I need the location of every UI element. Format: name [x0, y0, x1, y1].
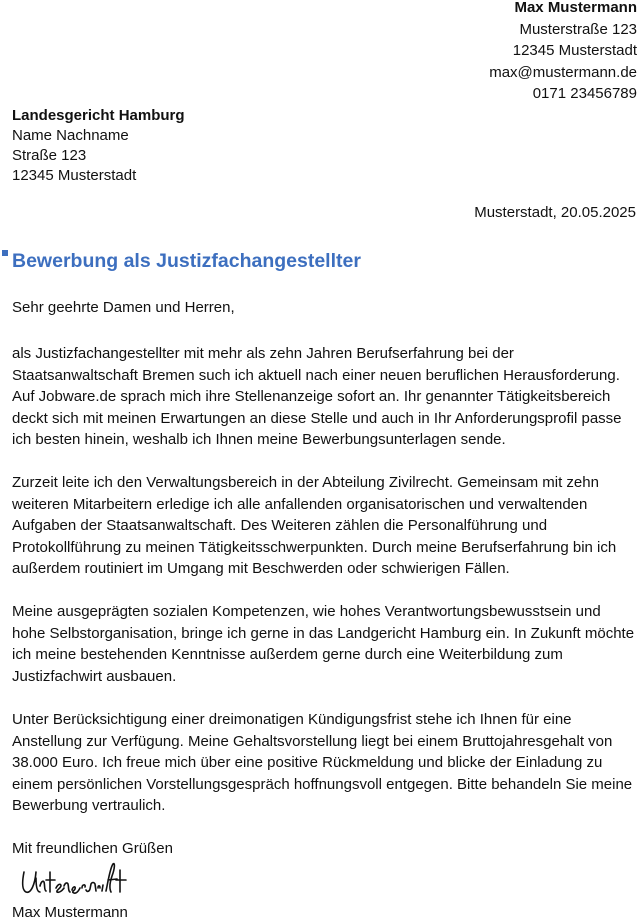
- sender-block: [489, 0, 637, 105]
- signer-name: Max Mustermann: [12, 904, 128, 921]
- sender-street: Musterstraße 123: [519, 20, 637, 38]
- recipient-name: Name Nachname: [12, 127, 129, 144]
- recipient-court: Landesgericht Hamburg: [12, 107, 185, 124]
- subject-marker: [2, 250, 8, 256]
- sender-phone: 0171 23456789: [532, 85, 637, 102]
- subject-heading: Bewerbung als Justizfachangestellter: [12, 250, 361, 272]
- sender-name: Max Mustermann: [514, 0, 637, 16]
- paragraph-availability: Unter Berücksichtigung einer dreimonatigen Kündigungsfrist stehe ich Ihnen für eine Anstellung zur Verfügung. Meine Gehaltsvorstellung liegt bei einem Bruttojahresgehalt von 38.000 Euro. Ich freue mich über eine positive Rückmeldung und blicke der Einladung zu einem persönlichen Vorstellungsgespräch hoffnungsvoll entgegen. Bitte behandeln Sie meine Bewerbung vertraulich.: [12, 711, 633, 815]
- closing: Mit freundlichen Grüßen: [12, 840, 173, 857]
- recipient-city: 12345 Musterstadt: [12, 167, 137, 184]
- sender-city: 12345 Musterstadt: [512, 42, 637, 59]
- paragraph-experience: Zurzeit leite ich den Verwaltungsbereich in der Abteilung Zivilrecht. Gemeinsam mit zehn weiteren Mitarbeitern erledige ich alle anfallenden organisatorischen und verwaltenden Aufgaben der Staatsanwaltschaft. Des Weiteren zählen die Personalführung und Protokollführung zu meinen Tätigkeitsschwerpunkten. Durch meine Berufserfahrung bin ich außerdem routiniert im Umgang mit Beschwerden oder schwierigen Fällen.: [12, 474, 617, 578]
- recipient-block: [12, 106, 185, 186]
- signature-image: [16, 858, 136, 902]
- sender-email: max@mustermann.de: [489, 63, 637, 81]
- paragraph-intro: als Justizfachangestellter mit mehr als zehn Jahren Berufserfahrung bei der Staatsanwaltschaft Bremen such ich aktuell nach einer neuen beruflichen Herausforderung. Auf Jobware.de sprach mich ihre Stellenanzeige sofort an. Ihr genannter Tätigkeitsbereich deckt sich mit meinen Erwartungen an diese Stelle und auch in Ihr Anforderungsprofil passe ich besten hinein, weshalb ich Ihnen meine Bewerbungsunterlagen sende.: [12, 345, 622, 449]
- salutation: Sehr geehrte Damen und Herren,: [12, 299, 235, 316]
- paragraph-skills: Meine ausgeprägten sozialen Kompetenzen, wie hohes Verantwortungsbewusstsein und hohe Selbstorganisation, bringe ich gerne in das Landgericht Hamburg ein. In Zukunft möchte ich meine bestehenden Kenntnisse außerdem gerne durch eine Weiterbildung zum Justizfachwirt ausbauen.: [12, 603, 635, 685]
- letter-date: Musterstadt, 20.05.2025: [474, 204, 636, 221]
- recipient-street: Straße 123: [12, 147, 87, 164]
